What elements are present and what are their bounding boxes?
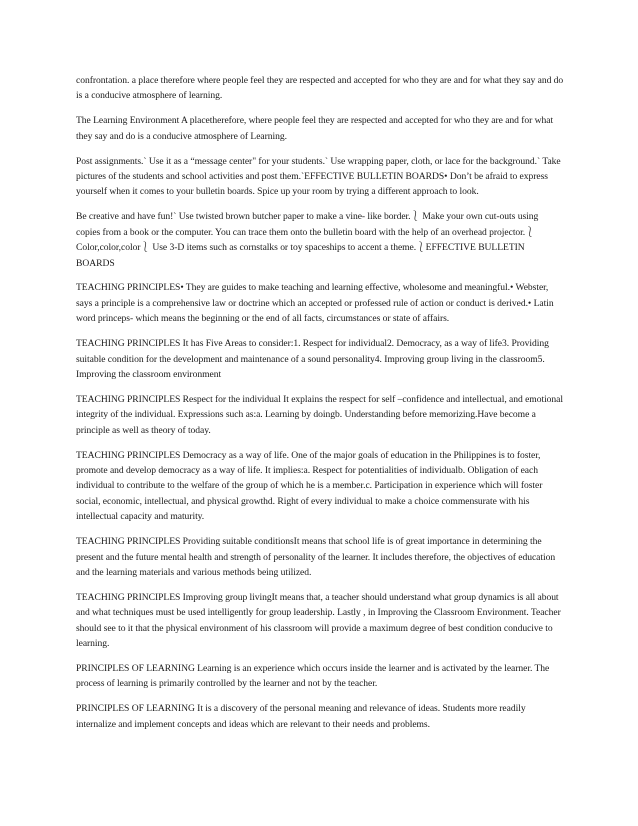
paragraph-teaching-principles-areas: TEACHING PRINCIPLES It has Five Areas to consider:1. Respect for individual2. Democracy, as a way of life3. Providing suitable condition for the development and maintenance of a sound personality4. Improving group living in the classroom5. Improving the classroom environment [76, 338, 549, 380]
paragraph-learning-environment: The Learning Environment A placetherefore, where people feel they are respected and accepted for who they are and for what they say and do is a conducive atmosphere of Learning. [76, 115, 554, 142]
paragraph-teaching-principles-definition: TEACHING PRINCIPLES• They are guides to make teaching and learning effective, wholesome and meaningful.• Webster, says a principle is a comprehensive law or doctrine which an accepted or professed rule of action or conduct is derived.• Latin word princeps- which means the beginning or the end of all facts, circumstances or state of affairs. [76, 282, 554, 325]
paragraph-principles-of-learning-1: PRINCIPLES OF LEARNING Learning is an experience which occurs inside the learner and is activated by the learner. The process of learning is primarily controlled by the learner and not by the teacher. [76, 663, 550, 690]
paragraph-bulletin-boards-1: Post assignments.` Use it as a “message center" for your students.` Use wrapping paper, cloth, or lace for the background.` Take pictures of the students and school activities and post them.`EFFECTIVE BULLETIN BOARDS• Don’t be afraid to express yourself when it comes to your bulletin boards. Spice up your room by trying a different approach to look. [76, 155, 561, 198]
paragraph-suitable-conditions: TEACHING PRINCIPLES Providing suitable conditionsIt means that school life is of great importance in determining the present and the future mental health and strength of personality of the learner. It includes therefore, the objectives of education and the learning materials and various methods being utilized. [76, 536, 556, 578]
paragraph-learning-atmosphere: confrontation. a place therefore where people feel they are respected and accepted for who they are and for what they say and do is a conducive atmosphere of learning. [76, 75, 564, 102]
document-page [76, 73, 564, 742]
paragraph-principles-of-learning-2: PRINCIPLES OF LEARNING It is a discovery of the personal meaning and relevance of ideas. Students more readily internalize and implement concepts and ideas which are relevant to their needs and problems. [76, 703, 526, 730]
paragraph-group-living: TEACHING PRINCIPLES Improving group livingIt means that, a teacher should understand what group dynamics is all about and what techniques must be used intelligently for group leadership. Lastly , in Improving the Classroom Environment. Teacher should see to it that the physical environment of his classroom will provide a maximum degree of best condition conducive to learning. [76, 591, 561, 650]
paragraph-democracy: TEACHING PRINCIPLES Democracy as a way of life. One of the major goals of education in the Philippines is to foster, promote and develop democracy as a way of life. It implies:a. Respect for potentialities of individualb. Obligation of each individual to contribute to the welfare of the group of which he is a member.c. Participation in experience which will foster social, economic, intellectual, and physical growthd. Right of every individual to make a choice commensurate with his intellectual capacity and maturity. [76, 449, 543, 523]
paragraph-bulletin-boards-2: Be creative and have fun!` Use twisted brown butcher paper to make a vine- like border.⎱ Make your own cut-outs using copies from a book or the computer. You can trace them onto the bulletin board with the help of an overhead projector.⎱ Color,color,color⎱ Use 3-D items such as cornstalks or toy spaceships to accent a theme.⎱EFFECTIVE BULLETIN BOARDS [76, 211, 539, 269]
paragraph-respect-for-individual: TEACHING PRINCIPLES Respect for the individual It explains the respect for self –confidence and intellectual, and emotional integrity of the individual. Expressions such as:a. Learning by doingb. Understanding before memorizing.Have become a principle as well as theory of today. [76, 393, 563, 436]
